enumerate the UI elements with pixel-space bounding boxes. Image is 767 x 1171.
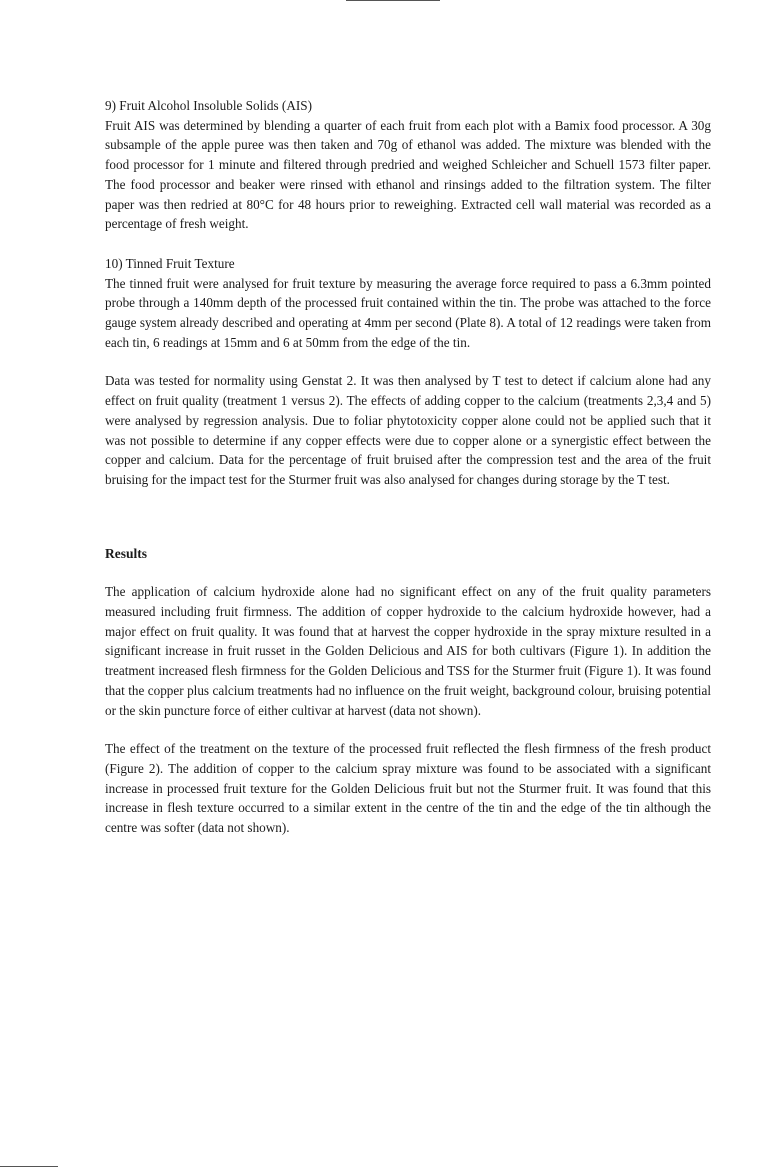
data-analysis-paragraph: Data was tested for normality using Genstat 2. It was then analysed by T test to detect if calcium alone had any effect on fruit quality (treatment 1 versus 2). The effects of adding copper to the calcium (treatments 2,3,4 and 5) were analysed by regression analysis. Due to foliar phytotoxicity copper alone could not be applied such that it was not possible to determine if any copper effects were due to copper alone or a synergistic effect between the copper and calcium. Data for the percentage of fruit bruised after the compression test and the area of the fruit bruising for the impact test for the Sturmer fruit was also analysed for changes during storage by the T test. [105, 373, 711, 487]
section-ais-heading: 9) Fruit Alcohol Insoluble Solids (AIS) [105, 98, 312, 113]
section-ais [105, 96, 711, 234]
section-tinned-texture-body: The tinned fruit were analysed for fruit texture by measuring the average force required to pass a 6.3mm pointed probe through a 140mm depth of the processed fruit contained within the tin. The probe was attached to the force gauge system already described and operating at 4mm per second (Plate 8). A total of 12 readings were taken from each tin, 6 readings at 15mm and 6 at 50mm from the edge of the tin. [105, 275, 711, 350]
results-paragraph-2: The effect of the treatment on the texture of the processed fruit reflected the flesh firmness of the fresh product (Figure 2). The addition of copper to the calcium spray mixture was found to be associated with a significant increase in processed fruit texture for the Golden Delicious fruit but not the Sturmer fruit. It was found that this increase in flesh texture occurred to a similar extent in the centre of the tin and the edge of the tin although the centre was softer (data not shown). [105, 741, 711, 836]
results-heading: Results [105, 545, 148, 561]
results-paragraph-1: The application of calcium hydroxide alone had no significant effect on any of the fruit quality parameters measured including fruit firmness. The addition of copper hydroxide to the calcium hydroxide however, had a major effect on fruit quality. It was found that at harvest the copper hydroxide in the spray mixture resulted in a significant increase in fruit russet in the Golden Delicious and AIS for both cultivars (Figure 1). In addition the treatment increased flesh firmness for the Golden Delicious and TSS for the Sturmer fruit (Figure 1). It was found that the copper plus calcium treatments had no influence on the fruit weight, background colour, bruising potential or the skin puncture force of either cultivar at harvest (data not shown). [105, 584, 711, 718]
top-rule [346, 0, 440, 1]
bottom-rule [0, 1166, 58, 1167]
document-body [105, 96, 711, 838]
section-tinned-texture [105, 254, 711, 353]
section-tinned-texture-heading: 10) Tinned Fruit Texture [105, 255, 235, 271]
section-ais-body: Fruit AIS was determined by blending a quarter of each fruit from each plot with a Bamix food processor. A 30g subsample of the apple puree was then taken and 70g of ethanol was added. The mixture was blended with the food processor for 1 minute and filtered through predried and weighed Schleicher and Schuell 1573 filter paper. The food processor and beaker were rinsed with ethanol and rinsings added to the filtration system. The filter paper was then redried at 80°C for 48 hours prior to reweighing. Extracted cell wall material was recorded as a percentage of fresh weight. [105, 117, 711, 232]
